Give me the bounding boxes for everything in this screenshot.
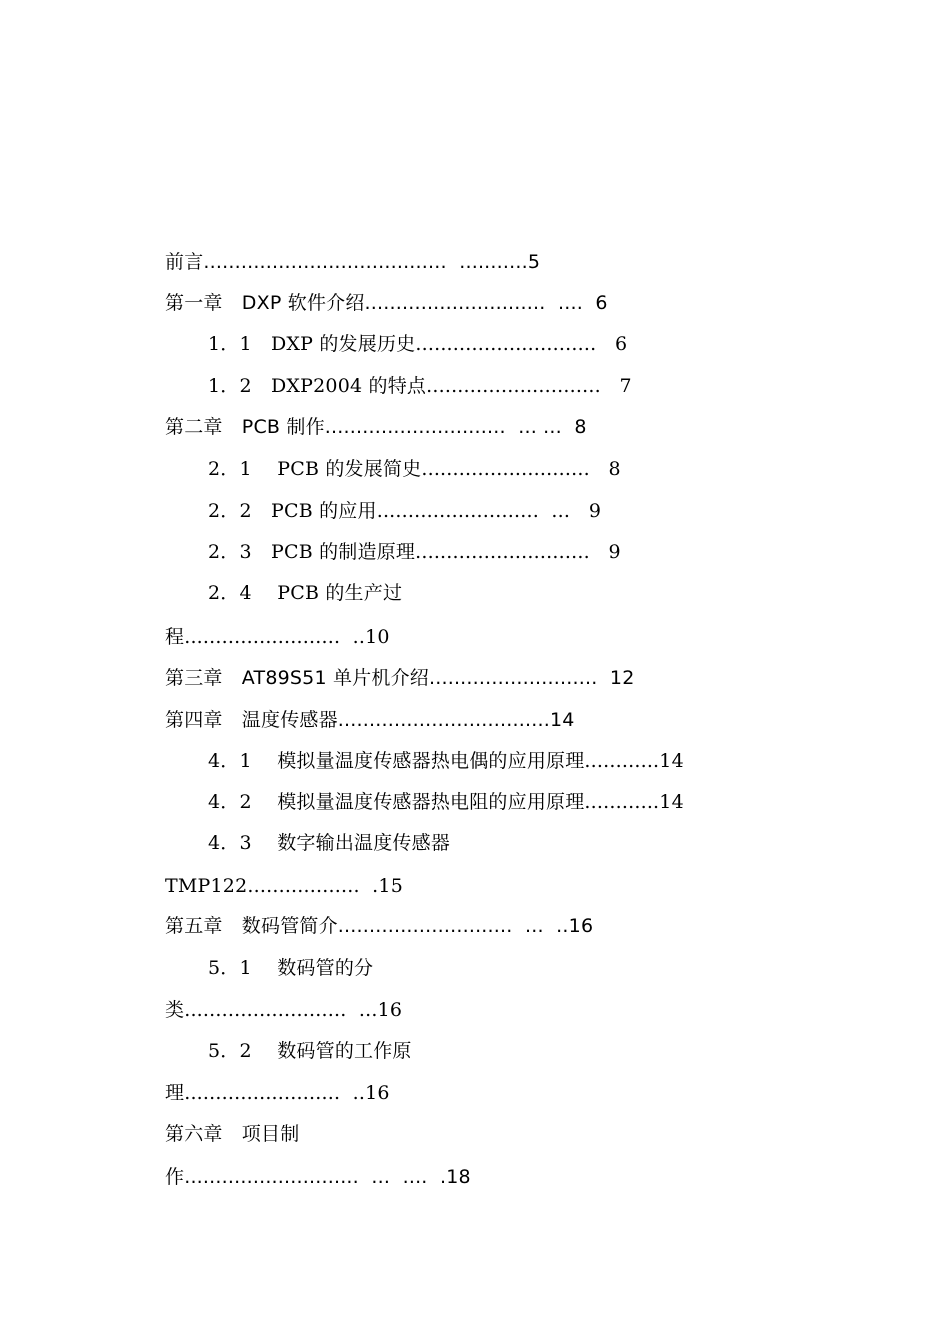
toc-line-chapter-1: 第一章 DXP 软件介绍............................. .... 6 — [165, 292, 608, 314]
toc-line-chapter-6-cont: 作............................ ... .... .18 — [165, 1166, 471, 1188]
toc-line-4-2: 4．2 模拟量温度传感器热电阻的应用原理............14 — [208, 791, 684, 813]
toc-line-5-2-cont: 理......................... ..16 — [165, 1082, 390, 1104]
toc-line-5-1-cont: 类.......................... ...16 — [165, 999, 403, 1021]
toc-line-2-2: 2．2 PCB 的应用.......................... ... 9 — [208, 500, 602, 522]
toc-line-1-1: 1．1 DXP 的发展历史............................. 6 — [208, 333, 628, 355]
toc-line-2-3: 2．3 PCB 的制造原理............................ 9 — [208, 541, 621, 563]
toc-line-5-2: 5．2 数码管的工作原 — [208, 1040, 412, 1062]
toc-line-2-4: 2．4 PCB 的生产过 — [208, 582, 403, 604]
toc-line-2-4-cont: 程......................... ..10 — [165, 626, 390, 648]
toc-line-4-3-cont: TMP122.................. .15 — [165, 875, 403, 897]
toc-line-4-1: 4．1 模拟量温度传感器热电偶的应用原理............14 — [208, 750, 684, 772]
toc-line-2-1: 2．1 PCB 的发展简史........................... 8 — [208, 458, 621, 480]
toc-line-5-1: 5．1 数码管的分 — [208, 957, 374, 979]
toc-line-4-3: 4．3 数字输出温度传感器 — [208, 832, 451, 854]
toc-line-1-2: 1．2 DXP2004 的特点............................ 7 — [208, 375, 632, 397]
toc-line-preface: 前言....................................... ...........5 — [165, 251, 541, 273]
toc-line-chapter-2: 第二章 PCB 制作............................. ... ... 8 — [165, 416, 587, 438]
toc-line-chapter-6: 第六章 项目制 — [165, 1123, 300, 1145]
toc-line-chapter-3: 第三章 AT89S51 单片机介绍........................... 12 — [165, 667, 635, 689]
toc-line-chapter-5: 第五章 数码管简介............................ ... ..16 — [165, 915, 594, 937]
toc-line-chapter-4: 第四章 温度传感器..................................14 — [165, 709, 575, 731]
